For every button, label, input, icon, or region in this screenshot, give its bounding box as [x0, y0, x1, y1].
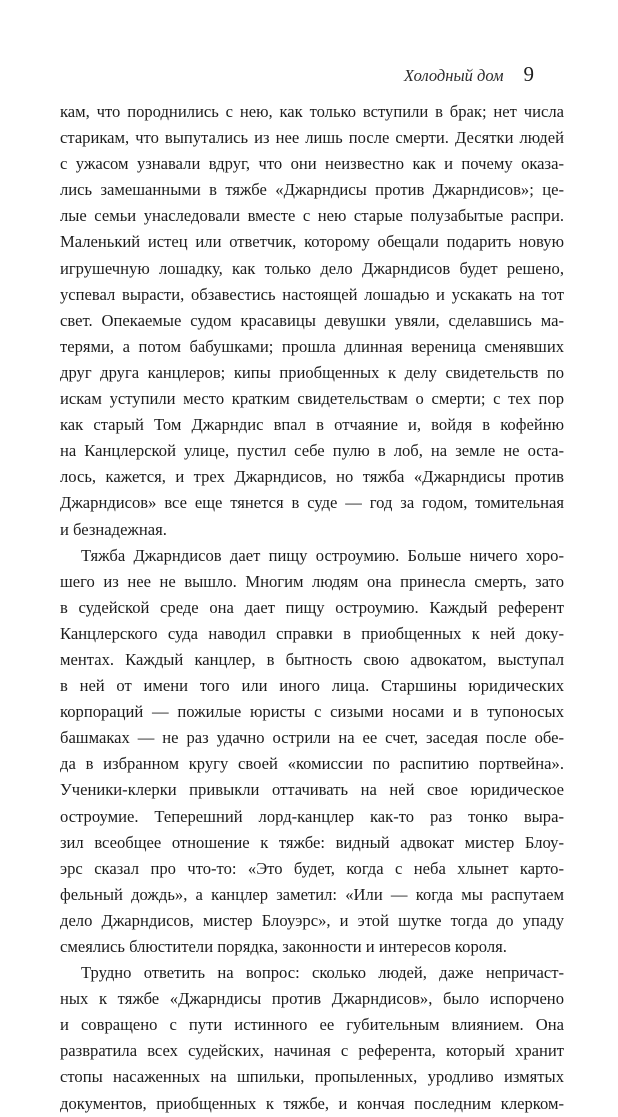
text-line: лись замешанными в тяжбе «Джарндисы против Джарндисов»; це-: [60, 180, 564, 200]
paragraph-3: [60, 960, 564, 1117]
text-line: в судейской среде она дает пищу остроумию. Каждый референт: [60, 597, 564, 617]
text-line: игрушечную лошадку, как только дело Джарндисов будет решено,: [60, 258, 564, 278]
text-line: Тяжба Джарндисов дает пищу остроумию. Больше ничего хоро-: [81, 545, 564, 565]
text-line: старикам, что выпутались из нее лишь после смерти. Десятки людей: [60, 128, 564, 148]
page-number: 9: [523, 62, 534, 86]
text-line: лые семьи унаследовали вместе с нею старые полузабытые распри.: [60, 206, 564, 226]
text-line: документов, приобщенных к тяжбе, и кончая последним клерком-: [60, 1093, 564, 1113]
text-line: остроумие. Теперешний лорд-канцлер как-то раз тонко выра-: [60, 806, 564, 826]
paragraph-2: [60, 543, 564, 961]
text-line: да в избранном кругу своей «комиссии по распитию портвейна».: [60, 754, 564, 774]
text-line: корпораций — пожилые юристы с сизыми носами и в тупоносых: [60, 702, 564, 722]
text-line: смеялись блюстители порядка, законности и интересов короля.: [60, 937, 507, 956]
text-line: Ученики-клерки привыкли оттачивать на ней свое юридическое: [60, 780, 564, 800]
running-title: Холодный дом: [403, 66, 504, 85]
text-line: Канцлерского суда наводил справки в приобщенных к ней доку-: [60, 623, 564, 643]
text-line: стопы насаженных на шпильки, пропыленных, уродливо измятых: [60, 1067, 564, 1087]
text-line: с ужасом узнавали вдруг, что они неизвестно как и почему оказа-: [60, 154, 564, 174]
text-line: терями, а потом бабушками; прошла длинная вереница сменявших: [60, 336, 564, 356]
paragraph-1: [60, 99, 564, 543]
text-line: успевал вырасти, обзавестись настоящей лошадью и ускакать на тот: [60, 284, 564, 304]
text-line: Трудно ответить на вопрос: сколько людей, даже непричаст-: [81, 963, 564, 983]
body-text: [60, 99, 564, 1117]
text-line: лось, кажется, и трех Джарндисов, но тяжба «Джарндисы против: [60, 467, 564, 487]
text-line: дело Джарндисов, мистер Блоуэрс», и этой шутке тогда до упаду: [60, 910, 564, 930]
text-line: ментах. Каждый канцлер, в бытность свою адвокатом, выступал: [60, 649, 564, 669]
text-line: башмаках — не раз удачно острили на ее счет, заседая после обе-: [60, 728, 564, 748]
text-line: зил всеобщее отношение к тяжбе: видный адвокат мистер Блоу-: [60, 832, 564, 852]
text-line: кам, что породнились с нею, как только вступили в брак; нет числа: [60, 102, 564, 121]
text-line: ных к тяжбе «Джарндисы против Джарндисов», было испорчено: [60, 989, 564, 1009]
text-line: фельный дождь», а канцлер заметил: «Или — когда мы распутаем: [60, 884, 564, 904]
text-line: Маленький истец или ответчик, которому обещали подарить новую: [60, 232, 564, 252]
text-line: эрс сказал про что-то: «Это будет, когда с неба хлынет карто-: [60, 858, 564, 878]
text-line: как старый Том Джарндис впал в отчаяние и, войдя в кофейню: [60, 415, 564, 435]
text-line: на Канцлерской улице, пустил себе пулю в лоб, на земле не оста-: [60, 441, 564, 461]
running-head: [404, 62, 534, 87]
text-line: друг друга канцлеров; кипы приобщенных к делу свидетельств по: [60, 362, 564, 382]
text-line: и безнадежная.: [60, 519, 167, 539]
text-line: Джарндисов» все еще тянется в суде — год за годом, томительная: [60, 493, 564, 513]
text-line: свет. Опекаемые судом красавицы девушки увяли, сделавшись ма-: [60, 310, 564, 330]
text-line: и совращено с пути истинного ее губительным влиянием. Она: [60, 1015, 564, 1035]
text-line: развратила всех судейских, начиная с референта, который хранит: [60, 1041, 564, 1061]
text-line: в ней от имени того или иного лица. Старшины юридических: [60, 676, 564, 696]
text-line: шего из нее не вышло. Многим людям она принесла смерть, зато: [60, 571, 564, 591]
text-line: искам уступили место кратким свидетельствам о смерти; с тех пор: [60, 389, 564, 409]
